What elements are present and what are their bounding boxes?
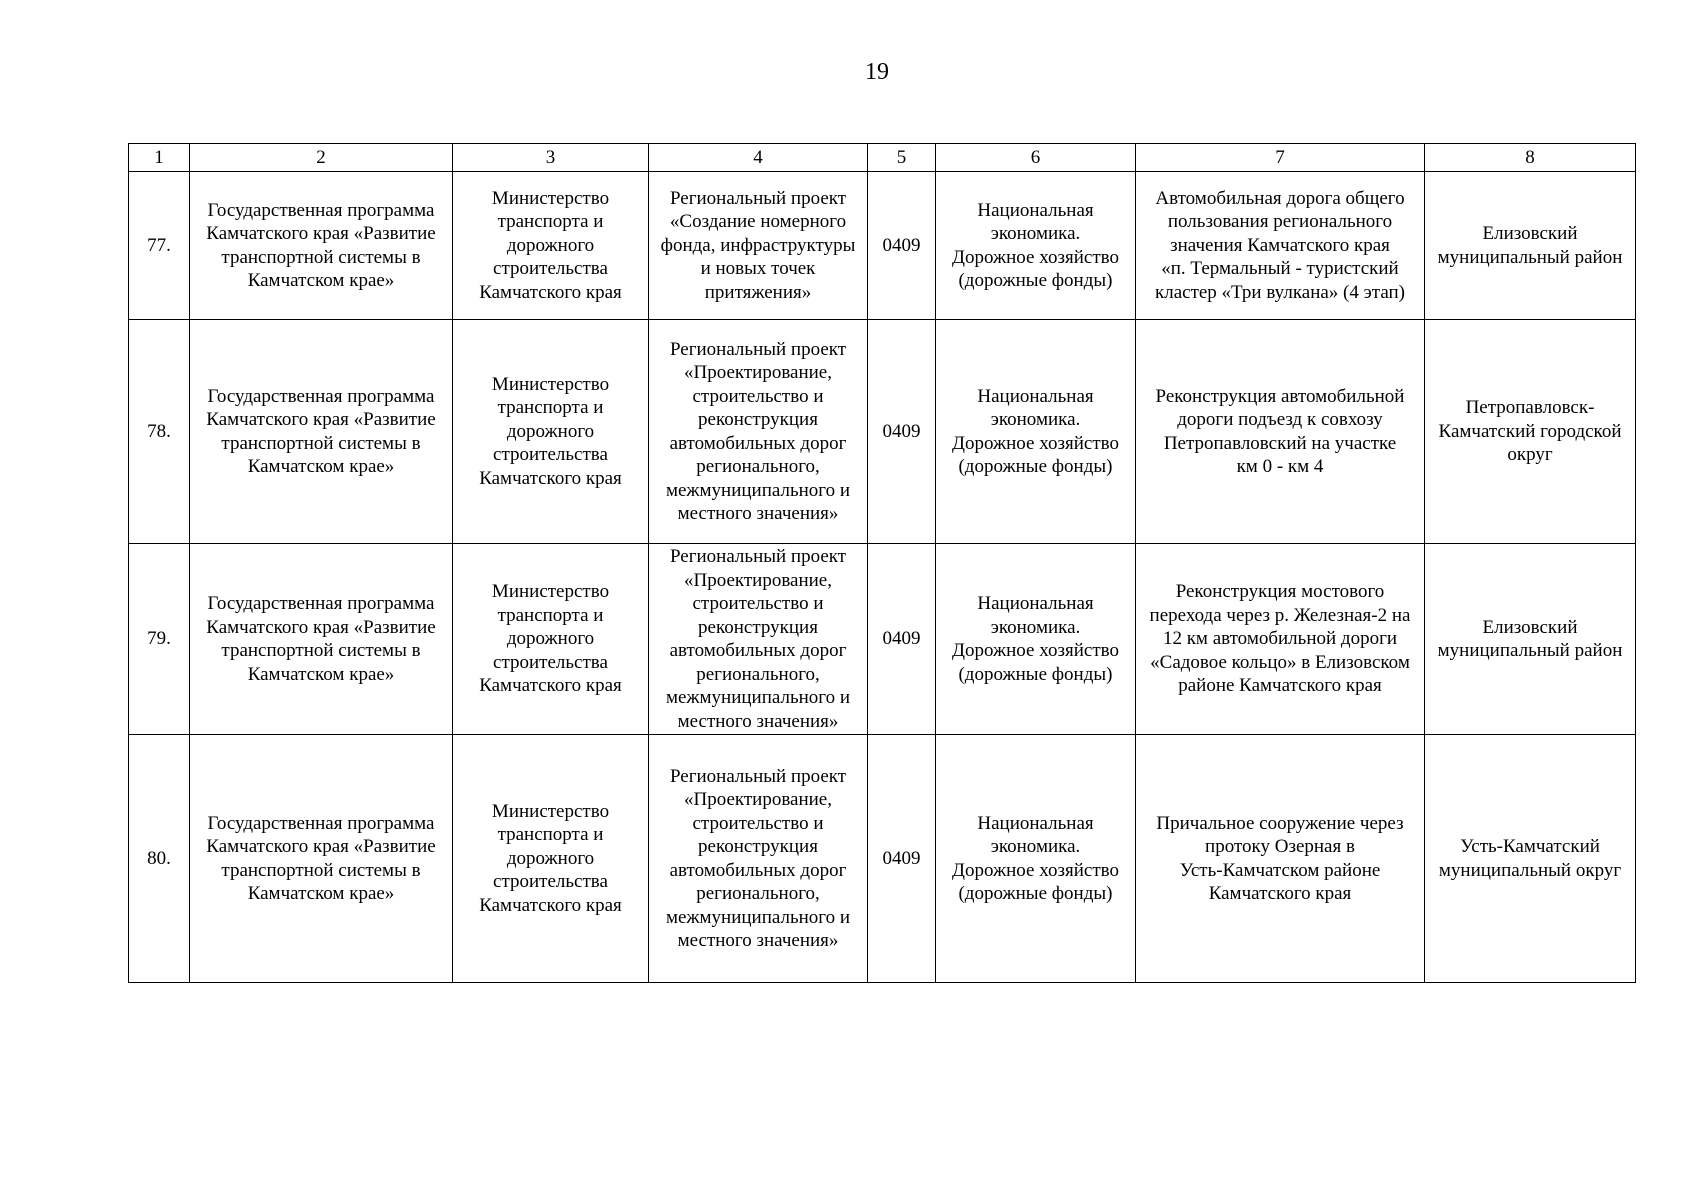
ministry-cell: Министерство транспорта и дорожного строительства Камчатского края — [453, 735, 649, 983]
territory-cell: Елизовский муниципальный район — [1425, 544, 1636, 735]
row-number-cell: 77. — [129, 172, 190, 320]
objects-table — [128, 143, 1636, 983]
page-number: 19 — [865, 59, 889, 85]
project-cell: Региональный проект «Проектирование, строительство и реконструкция автомобильных дорог регионального, межмуниципального и местного значения» — [649, 320, 868, 544]
project-cell: Региональный проект «Проектирование, строительство и реконструкция автомобильных дорог регионального, межмуниципального и местного значения» — [649, 544, 868, 735]
column-header: 5 — [868, 144, 936, 172]
column-header: 7 — [1136, 144, 1425, 172]
ministry-cell: Министерство транспорта и дорожного строительства Камчатского края — [453, 320, 649, 544]
program-cell: Государственная программа Камчатского края «Развитие транспортной системы в Камчатском крае» — [190, 172, 453, 320]
territory-cell: Петропавловск- Камчатский городской округ — [1425, 320, 1636, 544]
code-cell: 0409 — [868, 544, 936, 735]
column-header: 8 — [1425, 144, 1636, 172]
program-cell: Государственная программа Камчатского края «Развитие транспортной системы в Камчатском крае» — [190, 544, 453, 735]
object-cell: Автомобильная дорога общего пользования регионального значения Камчатского края «п. Термальный - туристский кластер «Три вулкана» (4 этап) — [1136, 172, 1425, 320]
project-cell: Региональный проект «Проектирование, строительство и реконструкция автомобильных дорог регионального, межмуниципального и местного значения» — [649, 735, 868, 983]
code-cell: 0409 — [868, 320, 936, 544]
object-cell: Реконструкция мостового перехода через р. Железная-2 на 12 км автомобильной дороги «Садовое кольцо» в Елизовском районе Камчатского края — [1136, 544, 1425, 735]
territory-cell: Усть-Камчатский муниципальный округ — [1425, 735, 1636, 983]
ministry-cell: Министерство транспорта и дорожного строительства Камчатского края — [453, 544, 649, 735]
table-row — [129, 320, 1636, 544]
object-cell: Реконструкция автомобильной дороги подъезд к совхозу Петропавловский на участке км 0 - км 4 — [1136, 320, 1425, 544]
table-row — [129, 544, 1636, 735]
program-cell: Государственная программа Камчатского края «Развитие транспортной системы в Камчатском крае» — [190, 320, 453, 544]
column-header: 4 — [649, 144, 868, 172]
code-cell: 0409 — [868, 735, 936, 983]
table-row — [129, 172, 1636, 320]
project-cell: Региональный проект «Создание номерного фонда, инфраструктуры и новых точек притяжения» — [649, 172, 868, 320]
territory-cell: Елизовский муниципальный район — [1425, 172, 1636, 320]
ministry-cell: Министерство транспорта и дорожного строительства Камчатского края — [453, 172, 649, 320]
column-header: 2 — [190, 144, 453, 172]
column-number-row — [129, 144, 1636, 172]
row-number-cell: 79. — [129, 544, 190, 735]
code-cell: 0409 — [868, 172, 936, 320]
object-cell: Причальное сооружение через протоку Озерная в Усть-Камчатском районе Камчатского края — [1136, 735, 1425, 983]
section-cell: Национальная экономика. Дорожное хозяйство (дорожные фонды) — [936, 735, 1136, 983]
section-cell: Национальная экономика. Дорожное хозяйство (дорожные фонды) — [936, 172, 1136, 320]
row-number-cell: 80. — [129, 735, 190, 983]
table-row — [129, 735, 1636, 983]
column-header: 3 — [453, 144, 649, 172]
row-number-cell: 78. — [129, 320, 190, 544]
column-header: 6 — [936, 144, 1136, 172]
program-cell: Государственная программа Камчатского края «Развитие транспортной системы в Камчатском крае» — [190, 735, 453, 983]
section-cell: Национальная экономика. Дорожное хозяйство (дорожные фонды) — [936, 320, 1136, 544]
section-cell: Национальная экономика. Дорожное хозяйство (дорожные фонды) — [936, 544, 1136, 735]
column-header: 1 — [129, 144, 190, 172]
